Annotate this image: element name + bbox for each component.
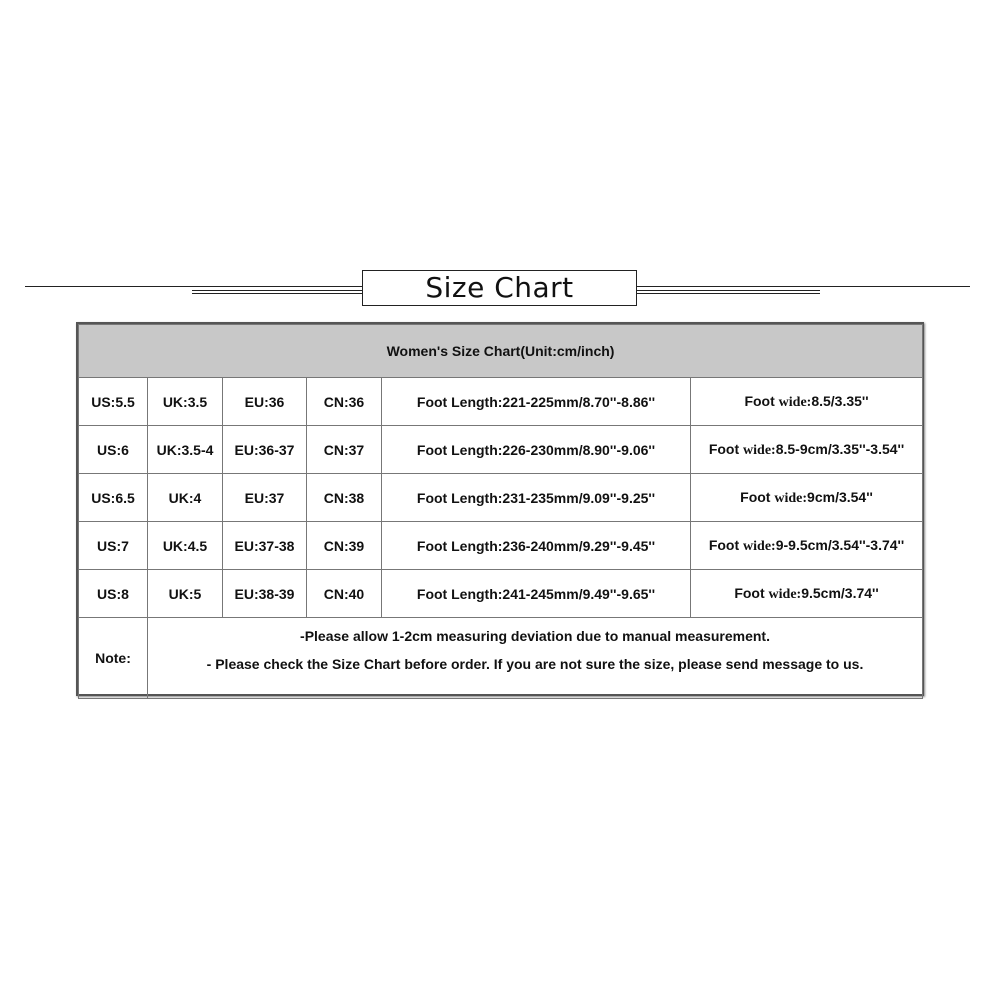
table-row <box>79 474 923 522</box>
cell-uk: UK:4 <box>148 474 223 522</box>
note-row <box>79 618 923 699</box>
foot-wide-label: Foot <box>734 584 769 601</box>
foot-wide-word: wide: <box>778 394 812 410</box>
size-table <box>78 324 923 699</box>
foot-wide-label: Foot <box>708 440 744 457</box>
cell-us: US:8 <box>79 570 148 618</box>
foot-wide-label: Foot <box>744 392 779 409</box>
table-row <box>79 378 923 426</box>
foot-wide-value: 8.5/3.35'' <box>811 392 869 409</box>
table-row <box>79 570 923 618</box>
cell-us: US:5.5 <box>79 378 148 426</box>
cell-foot-length: Foot Length:231-235mm/9.09''-9.25'' <box>382 474 691 522</box>
header-rule-left <box>25 286 362 287</box>
foot-wide-value: 9cm/3.54'' <box>807 488 873 505</box>
cell-uk: UK:5 <box>148 570 223 618</box>
table-caption: Women's Size Chart(Unit:cm/inch) <box>79 325 923 378</box>
cell-uk: UK:3.5 <box>148 378 223 426</box>
cell-eu: EU:36-37 <box>223 426 307 474</box>
table-row <box>79 426 923 474</box>
cell-cn: CN:39 <box>307 522 382 570</box>
header-inner-rule-right <box>637 290 820 291</box>
size-table-container <box>76 322 924 696</box>
cell-foot-length: Foot Length:236-240mm/9.29''-9.45'' <box>382 522 691 570</box>
cell-eu: EU:36 <box>223 378 307 426</box>
note-content <box>148 618 923 699</box>
note-label: Note: <box>79 618 148 699</box>
cell-cn: CN:40 <box>307 570 382 618</box>
cell-us: US:6 <box>79 426 148 474</box>
cell-eu: EU:37-38 <box>223 522 307 570</box>
cell-cn: CN:37 <box>307 426 382 474</box>
cell-foot-length: Foot Length:226-230mm/8.90''-9.06'' <box>382 426 691 474</box>
foot-wide-word: wide: <box>743 442 776 458</box>
cell-foot-wide <box>691 522 923 570</box>
cell-foot-wide <box>691 378 923 426</box>
note-lines <box>148 618 922 698</box>
header-inner-rule-left-2 <box>192 293 362 294</box>
cell-eu: EU:37 <box>223 474 307 522</box>
cell-foot-wide <box>691 426 923 474</box>
cell-foot-wide <box>691 474 923 522</box>
foot-wide-value: 9.5cm/3.74'' <box>801 584 879 601</box>
cell-us: US:6.5 <box>79 474 148 522</box>
table-row <box>79 522 923 570</box>
header-inner-rule-left <box>192 290 362 291</box>
foot-wide-word: wide: <box>774 490 808 506</box>
foot-wide-word: wide: <box>743 538 776 554</box>
header-rule-right <box>637 286 970 287</box>
cell-uk: UK:4.5 <box>148 522 223 570</box>
cell-cn: CN:36 <box>307 378 382 426</box>
note-line-1: -Please allow 1-2cm measuring deviation due to manual measurement. <box>300 628 770 644</box>
foot-wide-word: wide: <box>768 586 802 602</box>
cell-uk: UK:3.5-4 <box>148 426 223 474</box>
page-title: Size Chart <box>425 271 574 304</box>
foot-wide-value: 8.5-9cm/3.35''-3.54'' <box>775 440 905 457</box>
foot-wide-value: 9-9.5cm/3.54''-3.74'' <box>775 536 905 553</box>
cell-eu: EU:38-39 <box>223 570 307 618</box>
header-inner-rule-right-2 <box>637 293 820 294</box>
cell-foot-length: Foot Length:241-245mm/9.49''-9.65'' <box>382 570 691 618</box>
table-caption-row <box>79 325 923 378</box>
cell-cn: CN:38 <box>307 474 382 522</box>
title-box <box>362 270 637 306</box>
cell-foot-length: Foot Length:221-225mm/8.70''-8.86'' <box>382 378 691 426</box>
cell-us: US:7 <box>79 522 148 570</box>
cell-foot-wide <box>691 570 923 618</box>
note-line-2: - Please check the Size Chart before order. If you are not sure the size, please send message to us. <box>206 656 864 672</box>
foot-wide-label: Foot <box>708 536 744 553</box>
foot-wide-label: Foot <box>740 488 775 505</box>
